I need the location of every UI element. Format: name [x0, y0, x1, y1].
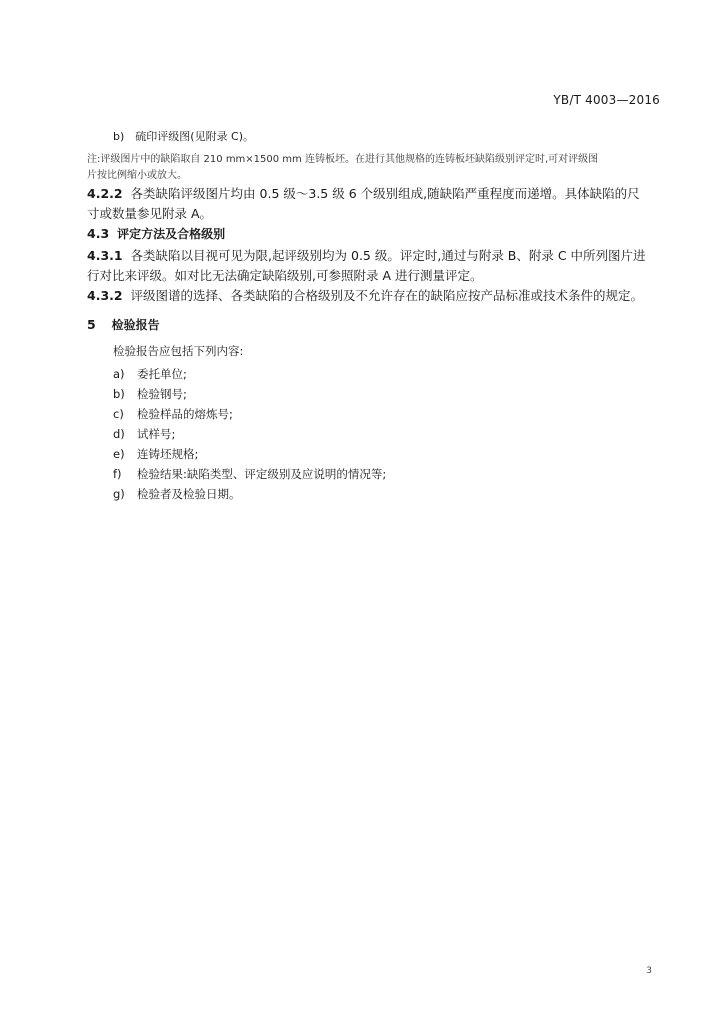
list-label: b): [113, 387, 125, 401]
page-number: 3: [646, 966, 652, 976]
note-line-2: 片按比例缩小或放大。: [87, 170, 187, 181]
list-label: d): [113, 427, 125, 441]
section-title: 检验报告: [111, 318, 160, 332]
list-label: g): [113, 487, 125, 501]
section-number: 5: [87, 317, 96, 332]
list-text: 检验样品的熔炼号;: [137, 407, 233, 421]
note-line-1: 注:评级图片中的缺陷取自 210 mm×1500 mm 连铸板坯。在进行其他规格的连铸板坯缺陷级别评定时,可对评级图: [87, 154, 599, 165]
list-text: 委托单位;: [137, 367, 187, 381]
section-4-2-2-line-2: 寸或数量参见附录 A。: [87, 206, 213, 221]
list-label: a): [113, 367, 125, 381]
section-4-2-2-line-1: [87, 184, 640, 202]
list-label: e): [113, 447, 125, 461]
list-text: 检验者及检验日期。: [137, 487, 241, 501]
list-item: [113, 466, 386, 482]
list-item: [113, 406, 233, 422]
paragraph-text: 各类缺陷以目视可见为限,起评级别均为 0.5 级。评定时,通过与附录 B、附录 C 中所列图片进: [130, 248, 646, 263]
section-4-3-1-line-1: [87, 246, 646, 264]
section-title: 评定方法及合格级别: [117, 227, 226, 241]
section-number: 4.2.2: [87, 186, 123, 201]
report-intro: 检验报告应包括下列内容:: [113, 344, 244, 358]
list-text: 试样号;: [137, 427, 176, 441]
list-item: [113, 386, 187, 402]
list-text: 检验结果:缺陷类型、评定级别及应说明的情况等;: [137, 467, 387, 481]
paragraph-text: 各类缺陷评级图片均由 0.5 级～3.5 级 6 个级别组成,随缺陷严重程度而递增。具体缺陷的尺: [130, 186, 640, 201]
paragraph-text: 评级图谱的选择、各类缺陷的合格级别及不允许存在的缺陷应按产品标准或技术条件的规定。: [130, 288, 644, 303]
section-4-3-1-line-2: 行对比来评级。如对比无法确定缺陷级别,可参照附录 A 进行测量评定。: [87, 268, 483, 283]
section-number: 4.3.2: [87, 288, 123, 303]
section-5-heading: [87, 316, 160, 333]
list-item-b-hardness-print: b) 硫印评级图(见附录 C)。: [113, 130, 255, 143]
list-item: [113, 426, 175, 442]
list-label: f): [113, 467, 122, 481]
section-number: 4.3: [87, 226, 110, 241]
list-item: [113, 486, 241, 502]
list-item: [113, 446, 198, 462]
section-4-3-2-line: [87, 286, 643, 304]
section-4-3-heading: [87, 225, 225, 242]
section-number: 4.3.1: [87, 248, 123, 263]
list-item: [113, 366, 187, 382]
list-label: c): [113, 407, 124, 421]
list-text: 检验钢号;: [137, 387, 187, 401]
standard-code: YB/T 4003—2016: [553, 93, 660, 107]
list-text: 连铸坯规格;: [137, 447, 199, 461]
